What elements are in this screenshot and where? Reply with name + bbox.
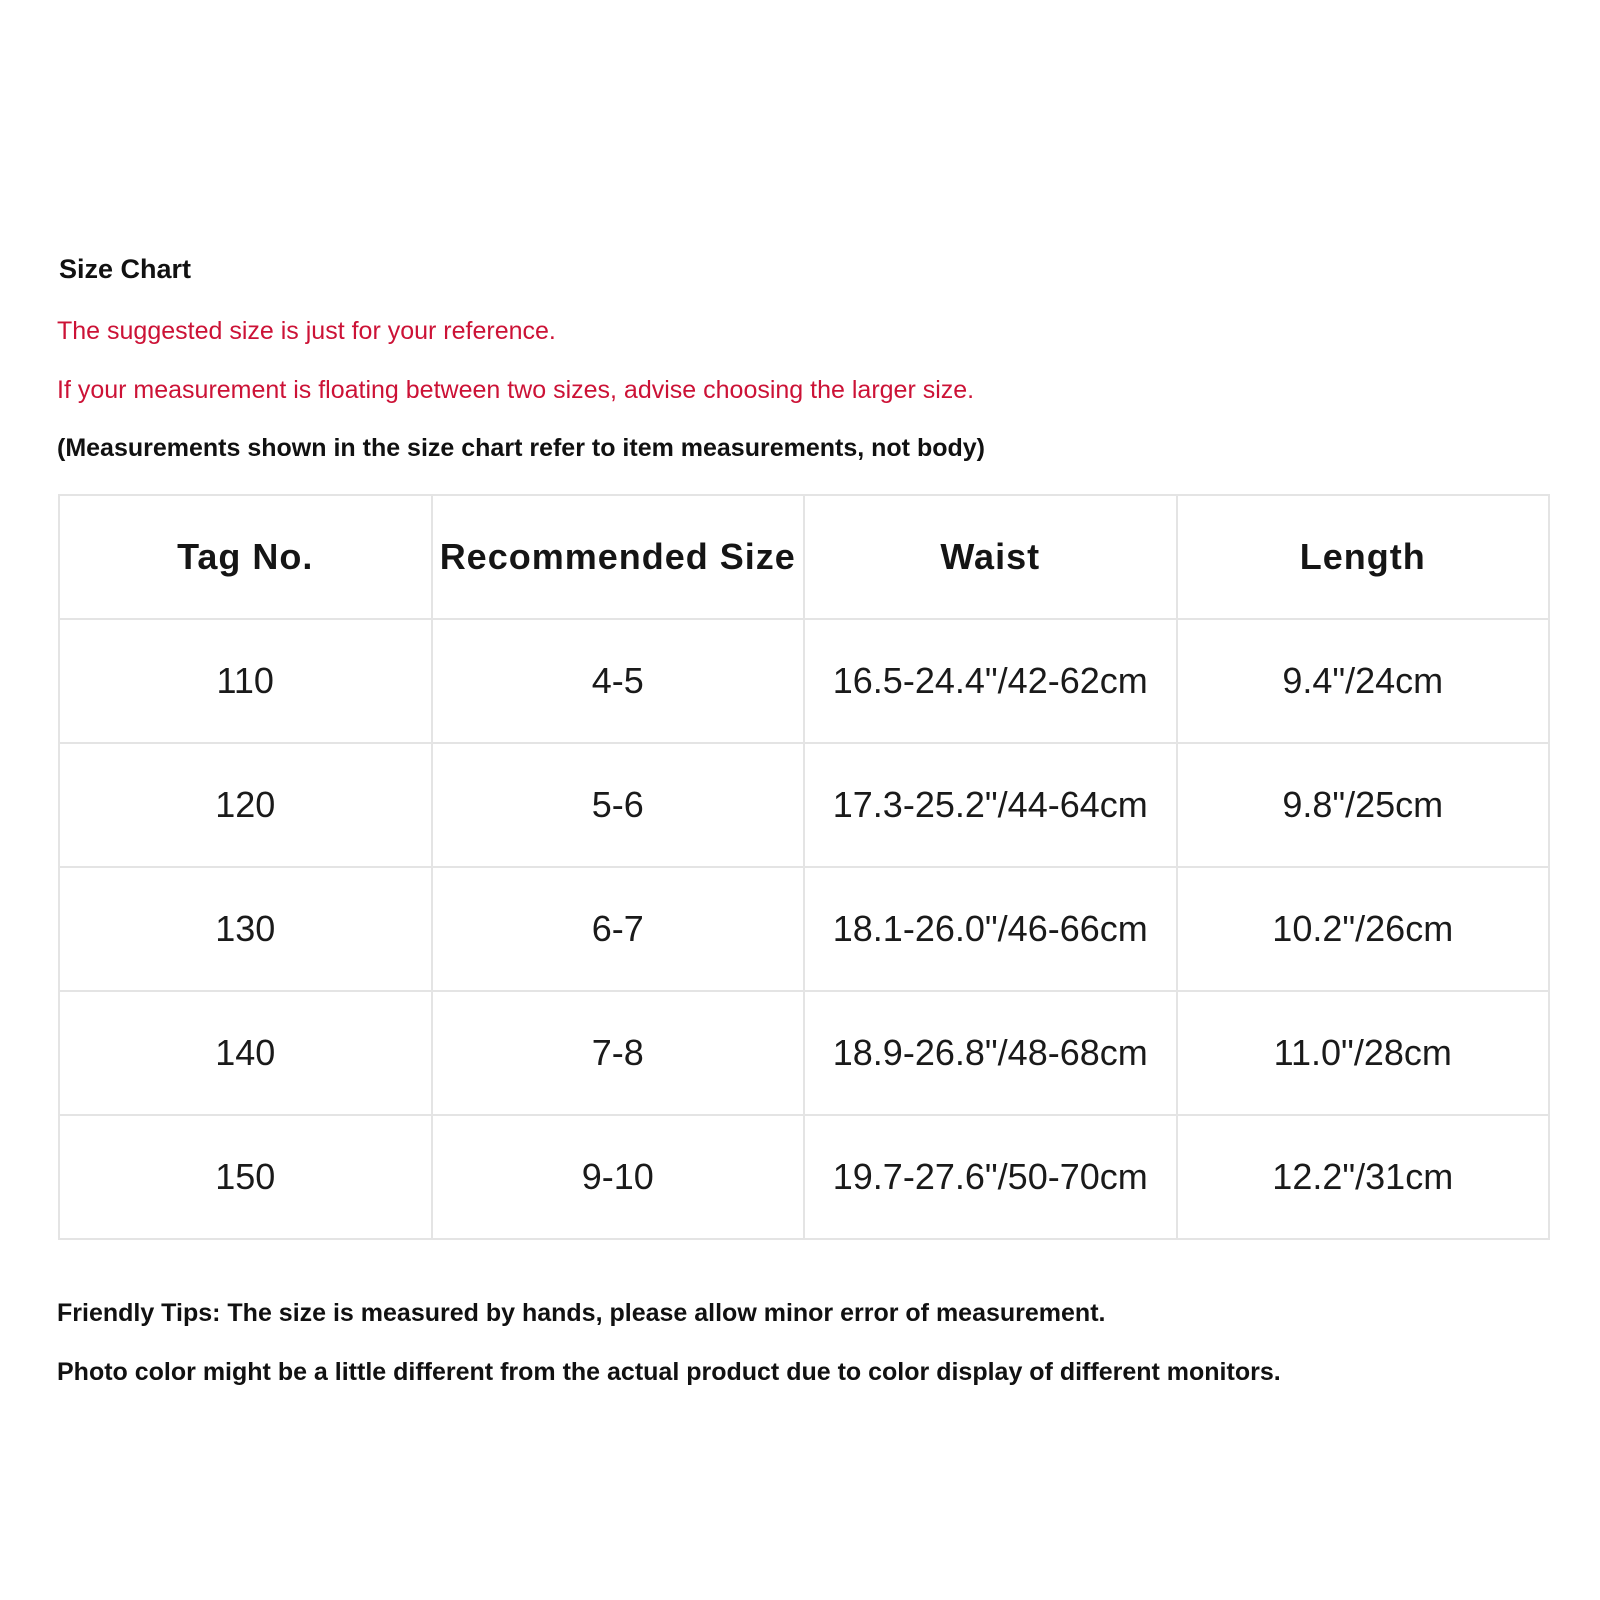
measurement-note: (Measurements shown in the size chart refer to item measurements, not body) [57,434,985,462]
cell-waist: 18.9-26.8"/48-68cm [804,991,1177,1115]
column-header-tag-no: Tag No. [59,495,432,619]
cell-recommended-size: 4-5 [432,619,805,743]
table-header-row [59,495,1549,619]
cell-length: 11.0"/28cm [1177,991,1550,1115]
page-title: Size Chart [59,254,192,284]
column-header-waist: Waist [804,495,1177,619]
table-row [59,991,1549,1115]
cell-length: 12.2"/31cm [1177,1115,1550,1239]
cell-length: 10.2"/26cm [1177,867,1550,991]
color-tip: Photo color might be a little different from the actual product due to color display of different monitors. [57,1358,1281,1386]
cell-tag-no: 140 [59,991,432,1115]
table-row [59,619,1549,743]
table-row [59,867,1549,991]
size-table [58,494,1550,1240]
table-row [59,743,1549,867]
cell-recommended-size: 6-7 [432,867,805,991]
cell-waist: 19.7-27.6"/50-70cm [804,1115,1177,1239]
column-header-length: Length [1177,495,1550,619]
cell-waist: 17.3-25.2"/44-64cm [804,743,1177,867]
cell-tag-no: 110 [59,619,432,743]
cell-tag-no: 120 [59,743,432,867]
cell-length: 9.8"/25cm [1177,743,1550,867]
cell-waist: 16.5-24.4"/42-62cm [804,619,1177,743]
floating-size-note: If your measurement is floating between two sizes, advise choosing the larger size. [57,376,975,404]
cell-tag-no: 130 [59,867,432,991]
measurement-tip: Friendly Tips: The size is measured by hands, please allow minor error of measurement. [57,1299,1106,1327]
cell-waist: 18.1-26.0"/46-66cm [804,867,1177,991]
cell-length: 9.4"/24cm [1177,619,1550,743]
cell-recommended-size: 7-8 [432,991,805,1115]
cell-recommended-size: 5-6 [432,743,805,867]
cell-recommended-size: 9-10 [432,1115,805,1239]
reference-note: The suggested size is just for your reference. [57,317,556,345]
column-header-recommended-size: Recommended Size [432,495,805,619]
cell-tag-no: 150 [59,1115,432,1239]
table-row [59,1115,1549,1239]
